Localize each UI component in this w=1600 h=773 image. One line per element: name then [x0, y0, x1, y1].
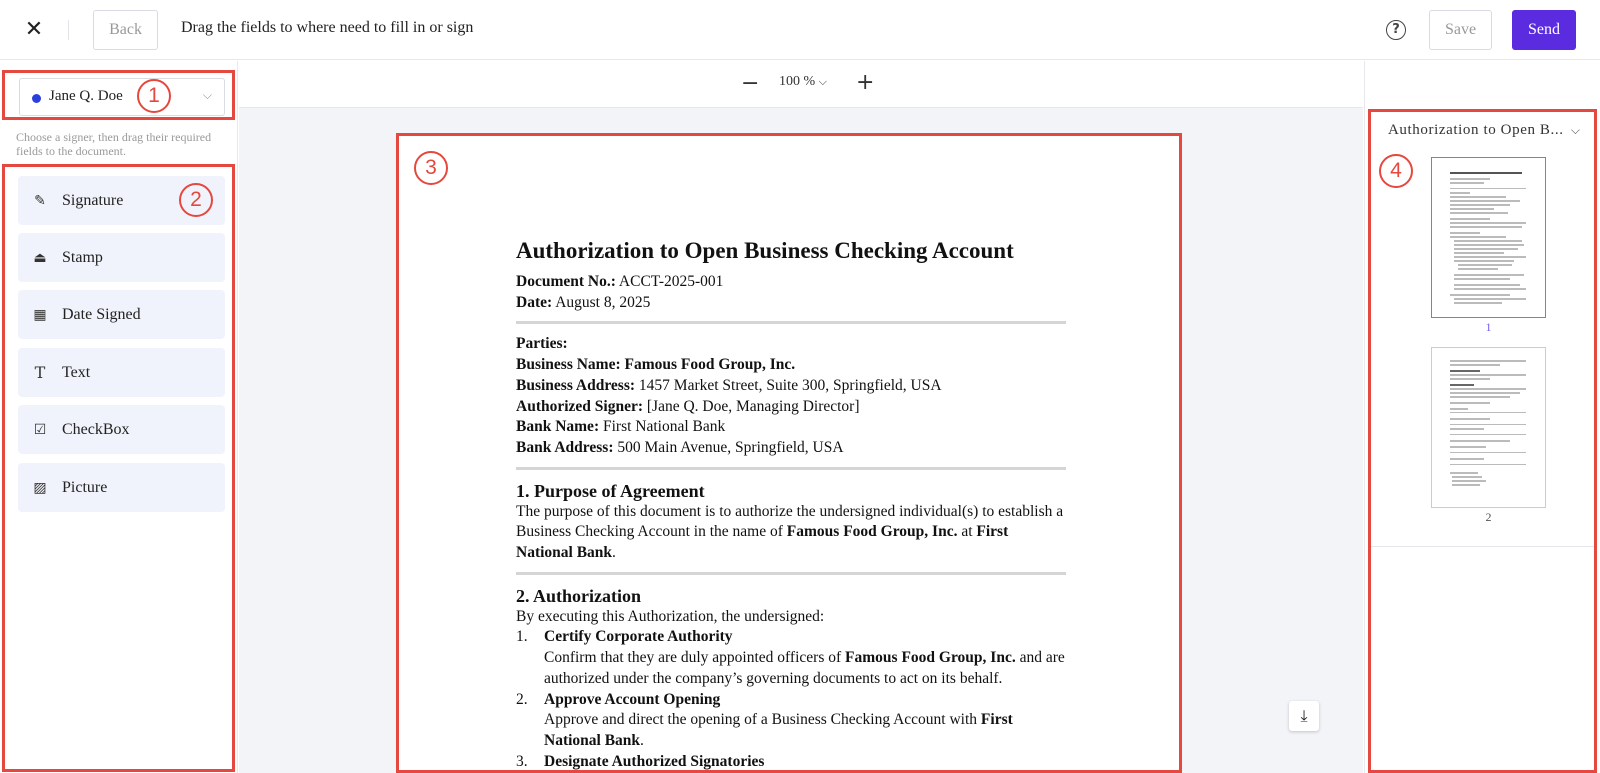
save-button[interactable]: Save	[1429, 10, 1492, 50]
signer-hint: Choose a signer, then drag their required fields to the document.	[16, 130, 212, 158]
field-picture[interactable]	[18, 463, 225, 512]
document-canvas	[239, 61, 1363, 773]
left-panel	[0, 61, 238, 773]
zoom-out-button[interactable]: −	[741, 71, 760, 96]
signer-select[interactable]	[19, 78, 225, 116]
zoom-in-button[interactable]: +	[856, 70, 875, 95]
section-1-title: 1. Purpose of Agreement	[516, 480, 705, 501]
chevron-down-icon: ⌵	[818, 75, 828, 88]
field-checkbox[interactable]	[18, 405, 225, 454]
field-label: Stamp	[62, 248, 103, 266]
field-label: Date Signed	[62, 305, 141, 323]
annotation-badge-4: 4	[1379, 154, 1413, 188]
divider	[516, 572, 1066, 575]
divider	[516, 467, 1066, 470]
send-button[interactable]: Send	[1512, 10, 1576, 50]
page-number-2: 2	[1485, 510, 1492, 524]
field-stamp[interactable]	[18, 233, 225, 282]
document-select[interactable]: Authorization to Open B...	[1388, 122, 1564, 138]
stamp-icon: ⏏	[33, 249, 47, 266]
field-date-signed[interactable]	[18, 290, 225, 339]
download-icon[interactable]: ⤓	[1289, 701, 1319, 731]
fields-annotation-box	[2, 164, 235, 772]
annotation-badge-1: 1	[137, 79, 171, 113]
signer-name: Jane Q. Doe	[49, 88, 123, 104]
section-2-intro: By executing this Authorization, the undersigned:	[516, 607, 825, 625]
document-page[interactable]	[396, 133, 1182, 773]
list-item: 1. Certify Corporate Authority Confirm that they are duly appointed officers of Famous Food Group, Inc. and are authorized under the company’s governing documents to act on its behalf.	[516, 628, 1065, 687]
field-label: Text	[62, 363, 91, 381]
field-label: Picture	[62, 478, 108, 496]
instruction-text: Drag the fields to where need to fill in or sign	[181, 19, 474, 36]
checkbox-icon: ☑	[33, 421, 47, 438]
list-item: 3. Designate Authorized Signatories	[516, 752, 765, 770]
page-thumbnail-2[interactable]	[1431, 347, 1546, 508]
business-name-line: Business Name: Famous Food Group, Inc.	[516, 356, 796, 374]
chevron-down-icon[interactable]: ⌵	[1570, 123, 1580, 137]
top-bar	[0, 0, 1600, 60]
signer-annotation-box	[2, 70, 235, 120]
doc-date-line: Date: August 8, 2025	[516, 293, 651, 311]
zoom-bar	[239, 61, 1363, 108]
doc-number-line: Document No.: ACCT-2025-001	[516, 273, 724, 290]
divider	[1371, 546, 1594, 547]
pen-icon: ✎	[34, 192, 46, 209]
divider	[516, 321, 1066, 324]
field-label: Signature	[62, 191, 124, 209]
zoom-value: 100 %	[779, 74, 816, 89]
divider	[68, 20, 69, 40]
business-address-line: Business Address: 1457 Market Street, Suite 300, Springfield, USA	[516, 376, 942, 394]
page-number-1: 1	[1485, 320, 1492, 334]
zoom-select[interactable]	[779, 74, 827, 90]
field-label: CheckBox	[62, 420, 130, 438]
help-circle-icon[interactable]: ?	[1386, 20, 1406, 40]
bank-name-line: Bank Name: First National Bank	[516, 418, 726, 436]
annotation-badge-2: 2	[179, 183, 213, 217]
back-button[interactable]: Back	[93, 10, 158, 50]
list-item: 2. Approve Account Opening Approve and direct the opening of a Business Checking Account with First National Bank.	[516, 690, 1013, 749]
calendar-icon: ▦	[33, 306, 47, 323]
parties-label: Parties:	[516, 335, 568, 353]
text-icon: T	[34, 363, 46, 382]
chevron-down-icon: ⌵	[202, 88, 212, 102]
document-content	[516, 236, 1066, 772]
section-2-title: 2. Authorization	[516, 585, 642, 606]
bank-address-line: Bank Address: 500 Main Avenue, Springfield, USA	[516, 438, 844, 456]
page-thumbnail-1[interactable]	[1431, 157, 1546, 318]
authorized-signer-line: Authorized Signer: [Jane Q. Doe, Managing Director]	[516, 397, 860, 415]
close-icon[interactable]: ✕	[24, 17, 44, 42]
picture-icon: ▨	[33, 479, 47, 496]
annotation-badge-3: 3	[414, 151, 448, 185]
field-text[interactable]	[18, 348, 225, 397]
document-title: Authorization to Open Business Checking Account	[516, 238, 1014, 263]
thumbnail-panel	[1364, 61, 1600, 773]
signer-color-dot	[32, 94, 41, 103]
section-1-text: The purpose of this document is to authorize the undersigned individual(s) to establish a Business Checking Account in the name of Famous Food Group, Inc. at First National Bank.	[516, 502, 1064, 562]
thumbnails-annotation-box	[1368, 109, 1597, 773]
